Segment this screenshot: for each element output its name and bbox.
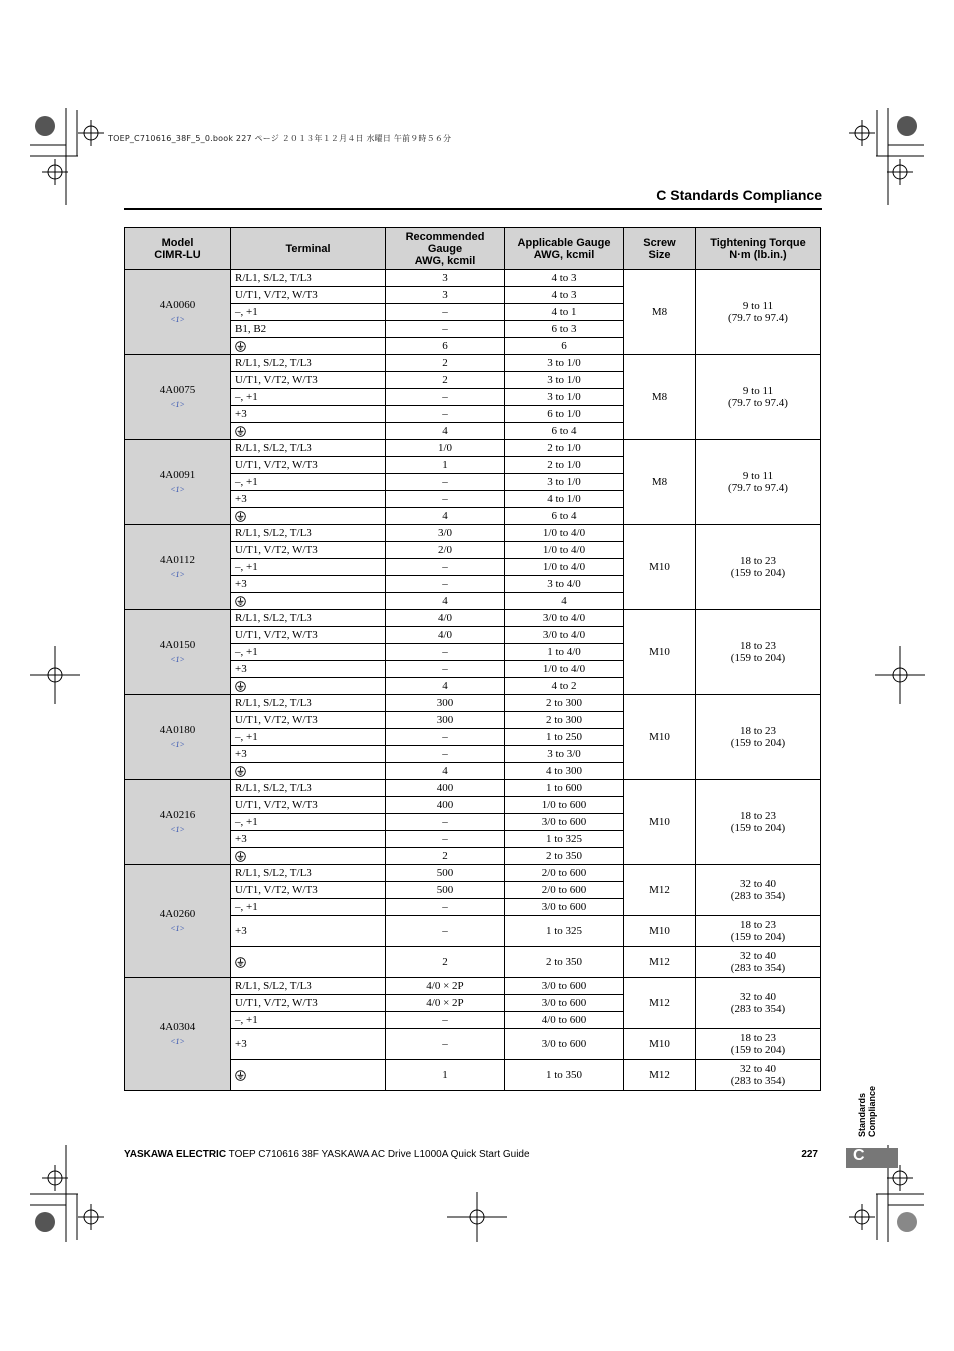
applicable-gauge-cell: 6 [505, 338, 624, 355]
recommended-gauge-cell: – [386, 321, 505, 338]
screw-size-cell: M8 [624, 355, 696, 440]
applicable-gauge-cell: 1 to 325 [505, 831, 624, 848]
applicable-gauge-cell: 2 to 300 [505, 712, 624, 729]
applicable-gauge-cell: 6 to 3 [505, 321, 624, 338]
applicable-gauge-cell: 3 to 4/0 [505, 576, 624, 593]
terminal-cell: R/L1, S/L2, T/L3 [231, 780, 386, 797]
footnote-ref: <1> [170, 923, 185, 933]
recommended-gauge-cell: 2 [386, 372, 505, 389]
recommended-gauge-cell: 300 [386, 712, 505, 729]
torque-cell: 9 to 11 (79.7 to 97.4) [696, 355, 821, 440]
table-row: +3 – 3/0 to 600 M10 18 to 23 (159 to 204) [125, 1029, 821, 1060]
recommended-gauge-cell: – [386, 389, 505, 406]
screw-size-cell: M12 [624, 865, 696, 916]
recommended-gauge-cell: 2 [386, 355, 505, 372]
ground-icon [235, 595, 246, 607]
table-row [125, 610, 821, 627]
recommended-gauge-cell: – [386, 746, 505, 763]
recommended-gauge-cell: – [386, 474, 505, 491]
recommended-gauge-cell: 6 [386, 338, 505, 355]
ground-terminal-cell [231, 593, 386, 610]
table-row: –, +1 – 4/0 to 600 [125, 1012, 821, 1029]
recommended-gauge-cell: 2 [386, 848, 505, 865]
terminal-cell: U/T1, V/T2, W/T3 [231, 627, 386, 644]
applicable-gauge-cell: 3 to 1/0 [505, 372, 624, 389]
ground-icon [235, 340, 246, 352]
footnote-ref: <1> [170, 654, 185, 664]
footnote-ref: <1> [170, 399, 185, 409]
terminal-cell: U/T1, V/T2, W/T3 [231, 287, 386, 304]
recommended-gauge-cell: – [386, 559, 505, 576]
recommended-gauge-cell: 1 [386, 457, 505, 474]
table-row: +3 – 1 to 325 M10 18 to 23 (159 to 204) [125, 916, 821, 947]
model-cell: 4A0112 <1> [125, 525, 231, 610]
applicable-gauge-cell: 4 to 1/0 [505, 491, 624, 508]
terminal-cell: R/L1, S/L2, T/L3 [231, 440, 386, 457]
table-row: U/T1, V/T2, W/T3 4/0 × 2P 3/0 to 600 [125, 995, 821, 1012]
footnote-ref: <1> [170, 569, 185, 579]
recommended-gauge-cell: 400 [386, 797, 505, 814]
applicable-gauge-cell: 1/0 to 600 [505, 797, 624, 814]
applicable-gauge-cell: 6 to 1/0 [505, 406, 624, 423]
footnote-ref: <1> [170, 314, 185, 324]
ground-terminal-cell [231, 678, 386, 695]
header-terminal: Terminal [231, 228, 386, 270]
model-cell: 4A0180 <1> [125, 695, 231, 780]
terminal-cell: +3 [231, 406, 386, 423]
table-row [125, 355, 821, 372]
terminal-cell: U/T1, V/T2, W/T3 [231, 372, 386, 389]
applicable-gauge-cell: 4 to 3 [505, 270, 624, 287]
ground-icon [235, 765, 246, 777]
ground-terminal-cell [231, 1060, 386, 1091]
table-row [125, 780, 821, 797]
terminal-cell: U/T1, V/T2, W/T3 [231, 797, 386, 814]
applicable-gauge-cell: 1/0 to 4/0 [505, 661, 624, 678]
applicable-gauge-cell: 3 to 1/0 [505, 474, 624, 491]
recommended-gauge-cell: 4 [386, 508, 505, 525]
applicable-gauge-cell: 4 to 300 [505, 763, 624, 780]
terminal-cell: +3 [231, 576, 386, 593]
ground-icon [235, 956, 246, 968]
model-cell: 4A0260 <1> [125, 865, 231, 978]
table-row [125, 695, 821, 712]
wire-gauge-table [124, 227, 821, 1091]
table-row: 1 1 to 350 M12 32 to 40 (283 to 354) [125, 1060, 821, 1091]
applicable-gauge-cell: 4 [505, 593, 624, 610]
torque-cell: 9 to 11 (79.7 to 97.4) [696, 440, 821, 525]
terminal-cell: R/L1, S/L2, T/L3 [231, 695, 386, 712]
footer-brand: YASKAWA ELECTRIC [124, 1149, 227, 1160]
recommended-gauge-cell: – [386, 406, 505, 423]
terminal-cell: U/T1, V/T2, W/T3 [231, 457, 386, 474]
header-model: Model CIMR-LU [125, 228, 231, 270]
ground-icon [235, 1069, 246, 1081]
terminal-cell: –, +1 [231, 729, 386, 746]
recommended-gauge-cell: – [386, 491, 505, 508]
applicable-gauge-cell: 3/0 to 600 [505, 814, 624, 831]
terminal-cell: +3 [231, 831, 386, 848]
recommended-gauge-cell: – [386, 644, 505, 661]
terminal-cell: +3 [231, 661, 386, 678]
applicable-gauge-cell: 4 to 1 [505, 304, 624, 321]
recommended-gauge-cell: 4 [386, 423, 505, 440]
applicable-gauge-cell: 3 to 3/0 [505, 746, 624, 763]
applicable-gauge-cell: 2 to 300 [505, 695, 624, 712]
terminal-cell: –, +1 [231, 559, 386, 576]
section-rule [124, 208, 822, 210]
applicable-gauge-cell: 1 to 600 [505, 780, 624, 797]
terminal-cell: U/T1, V/T2, W/T3 [231, 712, 386, 729]
recommended-gauge-cell: 400 [386, 780, 505, 797]
table-row: –, +1 – 3/0 to 600 [125, 899, 821, 916]
recommended-gauge-cell: 300 [386, 695, 505, 712]
table-row [125, 270, 821, 287]
applicable-gauge-cell: 3/0 to 4/0 [505, 610, 624, 627]
recommended-gauge-cell: 3 [386, 270, 505, 287]
terminal-cell: –, +1 [231, 474, 386, 491]
applicable-gauge-cell: 2 to 1/0 [505, 457, 624, 474]
footnote-ref: <1> [170, 739, 185, 749]
recommended-gauge-cell: – [386, 661, 505, 678]
footnote-ref: <1> [170, 484, 185, 494]
recommended-gauge-cell: 3 [386, 287, 505, 304]
recommended-gauge-cell: 2/0 [386, 542, 505, 559]
screw-size-cell: M10 [624, 525, 696, 610]
screw-size-cell: M10 [624, 695, 696, 780]
recommended-gauge-cell: 4 [386, 678, 505, 695]
side-tab-label: Standards Compliance [857, 1085, 877, 1137]
applicable-gauge-cell: 1/0 to 4/0 [505, 559, 624, 576]
recommended-gauge-cell: 1/0 [386, 440, 505, 457]
torque-cell: 18 to 23 (159 to 204) [696, 780, 821, 865]
recommended-gauge-cell: 4/0 [386, 627, 505, 644]
applicable-gauge-cell: 4 to 3 [505, 287, 624, 304]
terminal-cell: +3 [231, 491, 386, 508]
page-number: 227 [801, 1149, 818, 1160]
table-header-row [125, 228, 821, 270]
model-cell: 4A0216 <1> [125, 780, 231, 865]
torque-cell: 32 to 40 (283 to 354) [696, 978, 821, 1029]
applicable-gauge-cell: 4 to 2 [505, 678, 624, 695]
ground-icon [235, 680, 246, 692]
applicable-gauge-cell: 1 to 4/0 [505, 644, 624, 661]
screw-size-cell: M10 [624, 780, 696, 865]
screw-size-cell: M10 [624, 610, 696, 695]
header-applicable-gauge: Applicable Gauge AWG, kcmil [505, 228, 624, 270]
torque-cell: 18 to 23 (159 to 204) [696, 525, 821, 610]
applicable-gauge-cell: 2 to 1/0 [505, 440, 624, 457]
recommended-gauge-cell: – [386, 576, 505, 593]
ground-icon [235, 850, 246, 862]
recommended-gauge-cell: – [386, 831, 505, 848]
screw-size-cell: M8 [624, 270, 696, 355]
table-row: 4A0304 <1> R/L1, S/L2, T/L3 4/0 × 2P 3/0 to 600 M12 32 to 40 (283 to 354) [125, 978, 821, 995]
model-cell: 4A0091 <1> [125, 440, 231, 525]
applicable-gauge-cell: 1 to 250 [505, 729, 624, 746]
table-row: 4A0260 <1> R/L1, S/L2, T/L3 500 2/0 to 600 M12 32 to 40 (283 to 354) [125, 865, 821, 882]
recommended-gauge-cell: 4/0 [386, 610, 505, 627]
applicable-gauge-cell: 2 to 350 [505, 848, 624, 865]
side-tab-letter: C [853, 1147, 865, 1164]
applicable-gauge-cell: 3/0 to 4/0 [505, 627, 624, 644]
recommended-gauge-cell: 4 [386, 763, 505, 780]
table-row [125, 525, 821, 542]
terminal-cell: U/T1, V/T2, W/T3 [231, 542, 386, 559]
terminal-cell: R/L1, S/L2, T/L3 [231, 270, 386, 287]
applicable-gauge-cell: 6 to 4 [505, 423, 624, 440]
recommended-gauge-cell: – [386, 729, 505, 746]
recommended-gauge-cell: 4 [386, 593, 505, 610]
model-cell: 4A0150 <1> [125, 610, 231, 695]
footnote-ref: <1> [170, 824, 185, 834]
torque-cell: 18 to 23 (159 to 204) [696, 695, 821, 780]
table-row: 2 2 to 350 M12 32 to 40 (283 to 354) [125, 947, 821, 978]
model-cell: 4A0304 <1> [125, 978, 231, 1091]
ground-terminal-cell [231, 763, 386, 780]
ground-terminal-cell [231, 947, 386, 978]
header-tightening-torque: Tightening Torque N·m (lb.in.) [696, 228, 821, 270]
recommended-gauge-cell: – [386, 814, 505, 831]
table-row [125, 440, 821, 457]
applicable-gauge-cell: 1/0 to 4/0 [505, 542, 624, 559]
model-cell: 4A0060 <1> [125, 270, 231, 355]
terminal-cell: B1, B2 [231, 321, 386, 338]
terminal-cell: –, +1 [231, 389, 386, 406]
applicable-gauge-cell: 6 to 4 [505, 508, 624, 525]
applicable-gauge-cell: 3 to 1/0 [505, 355, 624, 372]
terminal-cell: –, +1 [231, 644, 386, 661]
terminal-cell: –, +1 [231, 814, 386, 831]
screw-size-cell: M8 [624, 440, 696, 525]
torque-cell: 32 to 40 (283 to 354) [696, 865, 821, 916]
screw-size-cell: M12 [624, 978, 696, 1029]
terminal-cell: +3 [231, 746, 386, 763]
footer-doc-title: TOEP C710616 38F YASKAWA AC Drive L1000A Quick Start Guide [226, 1149, 530, 1160]
ground-terminal-cell [231, 423, 386, 440]
ground-terminal-cell [231, 848, 386, 865]
header-screw-size: Screw Size [624, 228, 696, 270]
print-info: TOEP_C710616_38F_5_0.book 227 ページ ２０１３年１２月４日 水曜日 午前９時５６分 [108, 134, 452, 143]
section-heading: C Standards Compliance [656, 187, 822, 203]
table-row: U/T1, V/T2, W/T3 500 2/0 to 600 [125, 882, 821, 899]
recommended-gauge-cell: 3/0 [386, 525, 505, 542]
page-footer [124, 1149, 818, 1160]
torque-cell: 18 to 23 (159 to 204) [696, 610, 821, 695]
applicable-gauge-cell: 3 to 1/0 [505, 389, 624, 406]
footnote-ref: <1> [170, 1036, 185, 1046]
ground-icon [235, 425, 246, 437]
header-recommended-gauge: Recommended Gauge AWG, kcmil [386, 228, 505, 270]
recommended-gauge-cell: – [386, 304, 505, 321]
applicable-gauge-cell: 1/0 to 4/0 [505, 525, 624, 542]
terminal-cell: R/L1, S/L2, T/L3 [231, 610, 386, 627]
terminal-cell: –, +1 [231, 304, 386, 321]
terminal-cell: R/L1, S/L2, T/L3 [231, 525, 386, 542]
terminal-cell: R/L1, S/L2, T/L3 [231, 355, 386, 372]
ground-terminal-cell [231, 508, 386, 525]
ground-icon [235, 510, 246, 522]
torque-cell: 9 to 11 (79.7 to 97.4) [696, 270, 821, 355]
model-cell: 4A0075 <1> [125, 355, 231, 440]
ground-terminal-cell [231, 338, 386, 355]
